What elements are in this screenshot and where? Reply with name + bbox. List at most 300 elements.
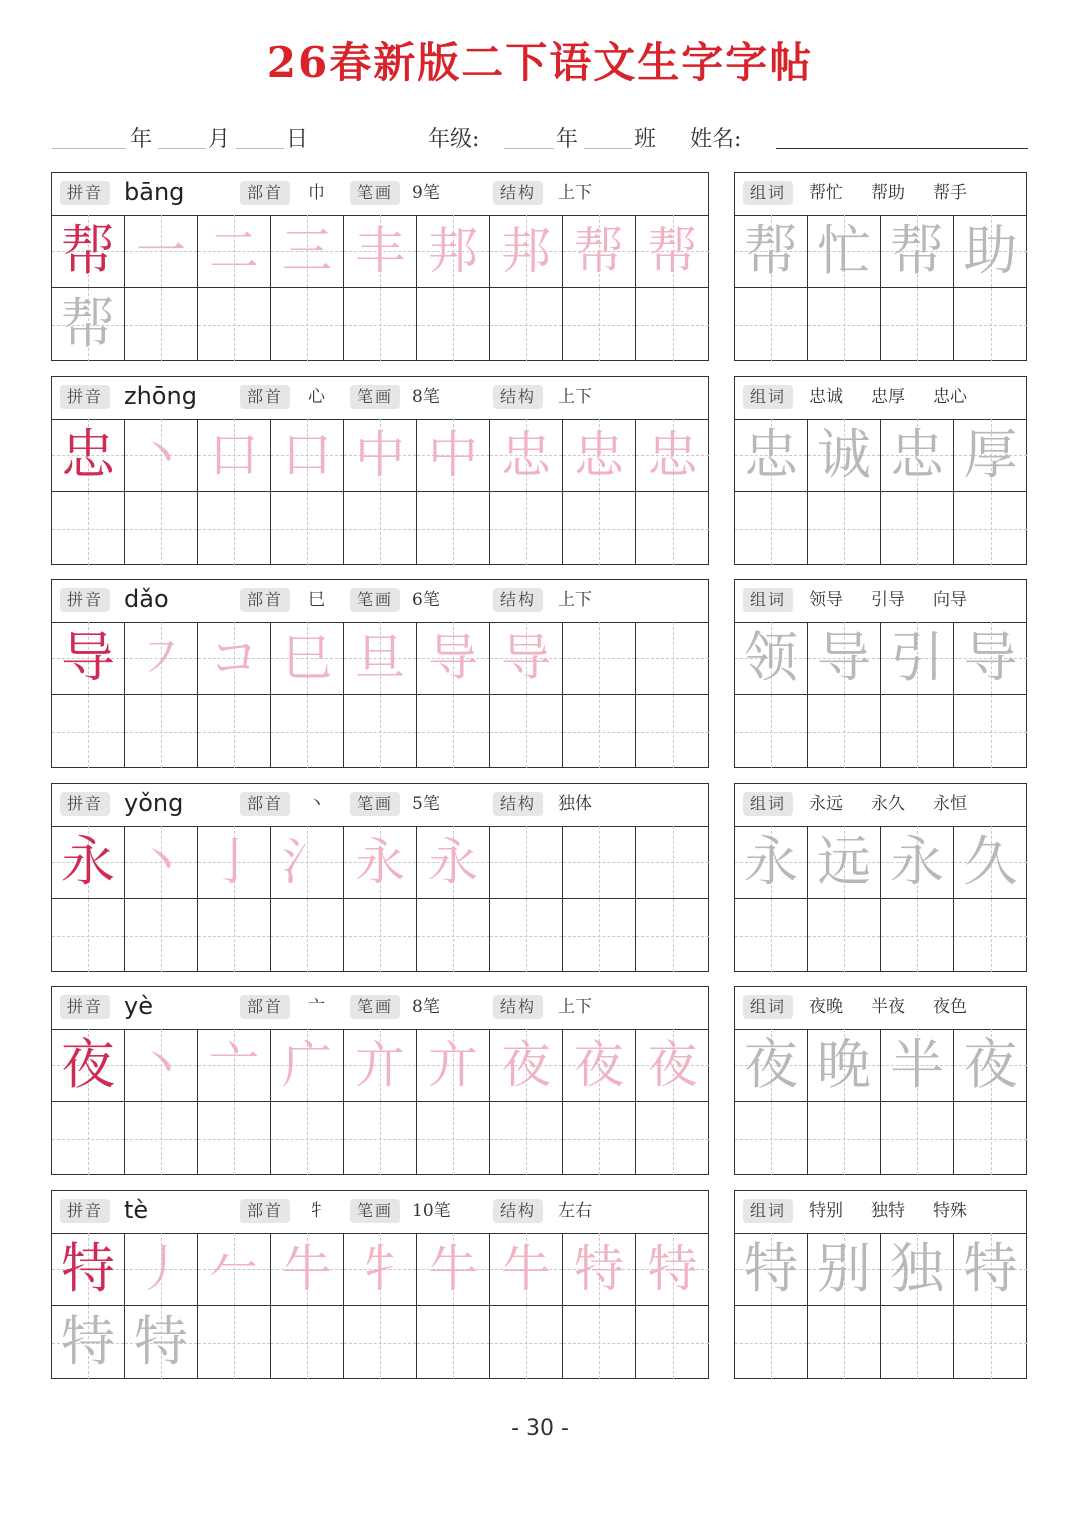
pinyin-tag: 拼音 xyxy=(60,588,110,612)
grade-year-label: 年 xyxy=(556,127,579,152)
word-trace-character: 帮 xyxy=(890,219,944,282)
word-trace-character: 忠 xyxy=(890,423,944,486)
word-text: 引导 xyxy=(871,590,905,610)
grid-cell[interactable] xyxy=(490,1306,563,1379)
model-character: 导 xyxy=(61,626,115,689)
pinyin-tag: 拼音 xyxy=(60,792,110,816)
stroke-order-step: 忠 xyxy=(647,426,698,484)
grid-cell[interactable] xyxy=(881,215,954,288)
grid-cell[interactable] xyxy=(881,695,954,768)
grid-cell[interactable] xyxy=(490,1029,563,1102)
radical-value: 亠 xyxy=(308,997,325,1017)
grid-cell[interactable] xyxy=(954,215,1027,288)
grid-cell[interactable] xyxy=(808,419,881,492)
grid-cell[interactable] xyxy=(954,288,1027,361)
writing-grid xyxy=(52,215,708,360)
grid-cell[interactable] xyxy=(954,1029,1027,1102)
grid-cell[interactable] xyxy=(125,1306,198,1379)
word-trace-character: 助 xyxy=(963,219,1018,282)
grid-cell[interactable] xyxy=(881,1233,954,1306)
grid-cell[interactable] xyxy=(198,695,271,768)
grid-cell[interactable] xyxy=(636,826,709,899)
grid-cell[interactable] xyxy=(808,492,881,565)
stroke-order-step: コ xyxy=(209,629,259,687)
words-header xyxy=(735,377,1026,420)
grid-cell[interactable] xyxy=(954,1233,1027,1306)
grid-cell[interactable] xyxy=(344,1102,417,1175)
grid-cell[interactable] xyxy=(735,1233,808,1306)
words-tag: 组词 xyxy=(743,995,793,1019)
word-trace-character: 特 xyxy=(963,1237,1018,1300)
char-panel-5 xyxy=(51,986,709,1175)
stroke-order-step: 夜 xyxy=(647,1036,698,1094)
word-trace-character: 导 xyxy=(817,626,871,689)
grid-cell[interactable] xyxy=(808,622,881,695)
structure-tag: 结构 xyxy=(493,995,543,1019)
word-text: 半夜 xyxy=(871,997,905,1017)
grid-cell[interactable] xyxy=(271,215,344,288)
word-trace-character: 永 xyxy=(744,830,798,893)
stroke-order-step: 丶 xyxy=(136,1036,186,1094)
char-panel-3 xyxy=(51,579,709,768)
grid-cell[interactable] xyxy=(52,215,125,288)
grid-cell[interactable] xyxy=(125,695,198,768)
grid-cell[interactable] xyxy=(198,899,271,972)
grid-cell[interactable] xyxy=(125,419,198,492)
grid-cell[interactable] xyxy=(563,1029,636,1102)
stroke-order-step: 三 xyxy=(282,222,332,280)
stroke-order-step: 中 xyxy=(428,426,478,484)
stroke-order-step: 巳 xyxy=(282,629,332,687)
trace-character: 帮 xyxy=(61,292,115,355)
pinyin-tag: 拼音 xyxy=(60,995,110,1019)
grid-cell[interactable] xyxy=(344,1029,417,1102)
writing-grid xyxy=(52,826,708,971)
grid-cell[interactable] xyxy=(735,288,808,361)
grid-cell[interactable] xyxy=(52,288,125,361)
grid-cell[interactable] xyxy=(344,492,417,565)
grid-cell[interactable] xyxy=(125,899,198,972)
grid-cell[interactable] xyxy=(808,215,881,288)
stroke-order-step: 𠂉 xyxy=(209,1240,259,1298)
word-text: 忠诚 xyxy=(809,387,843,407)
word-trace-character: 引 xyxy=(890,626,944,689)
grid-cell[interactable] xyxy=(735,1306,808,1379)
word-trace-character: 帮 xyxy=(744,219,798,282)
grid-cell[interactable] xyxy=(52,695,125,768)
stroke-order-step: 永 xyxy=(428,833,478,891)
grid-cell[interactable] xyxy=(881,1306,954,1379)
grid-cell[interactable] xyxy=(490,215,563,288)
grid-cell[interactable] xyxy=(636,1233,709,1306)
grid-cell[interactable] xyxy=(417,1233,490,1306)
grid-cell[interactable] xyxy=(198,1029,271,1102)
grid-cell[interactable] xyxy=(417,1102,490,1175)
pinyin-tag: 拼音 xyxy=(60,181,110,205)
pinyin-value: yǒng xyxy=(124,789,184,817)
grid-cell[interactable] xyxy=(490,826,563,899)
grid-cell[interactable] xyxy=(735,695,808,768)
grid-cell[interactable] xyxy=(808,695,881,768)
words-grid xyxy=(735,419,1026,564)
grid-cell[interactable] xyxy=(735,1102,808,1175)
grid-cell[interactable] xyxy=(198,622,271,695)
grid-cell[interactable] xyxy=(125,1233,198,1306)
radical-value: 巾 xyxy=(308,183,325,203)
grid-cell[interactable] xyxy=(636,1029,709,1102)
grid-cell[interactable] xyxy=(52,419,125,492)
grid-cell[interactable] xyxy=(735,899,808,972)
date-class-name-line xyxy=(0,118,1080,158)
grid-cell[interactable] xyxy=(490,899,563,972)
grid-cell[interactable] xyxy=(735,492,808,565)
grid-cell[interactable] xyxy=(735,622,808,695)
name-blank[interactable] xyxy=(776,148,1028,149)
grid-cell[interactable] xyxy=(125,215,198,288)
grid-cell[interactable] xyxy=(125,288,198,361)
grid-cell[interactable] xyxy=(125,826,198,899)
grid-cell[interactable] xyxy=(344,419,417,492)
grid-cell[interactable] xyxy=(563,215,636,288)
grid-cell[interactable] xyxy=(271,622,344,695)
grid-cell[interactable] xyxy=(417,215,490,288)
stroke-order-step: 亠 xyxy=(209,1036,259,1094)
grid-cell[interactable] xyxy=(344,826,417,899)
stroke-order-step: 旦 xyxy=(355,629,405,687)
grid-cell[interactable] xyxy=(636,419,709,492)
words-grid xyxy=(735,826,1026,971)
stroke-order-step: 牜 xyxy=(355,1240,405,1298)
grid-cell[interactable] xyxy=(271,492,344,565)
trace-character: 特 xyxy=(61,1310,115,1373)
grid-cell[interactable] xyxy=(881,826,954,899)
grid-cell[interactable] xyxy=(881,492,954,565)
grid-cell[interactable] xyxy=(344,215,417,288)
words-panel-6 xyxy=(734,1190,1027,1379)
grid-cell[interactable] xyxy=(417,419,490,492)
char-info-header xyxy=(52,987,708,1030)
grid-cell[interactable] xyxy=(52,492,125,565)
stroke-order-step: 导 xyxy=(501,629,551,687)
stroke-order-step: 丶 xyxy=(136,833,186,891)
strokes-value: 9笔 xyxy=(412,183,440,203)
radical-tag: 部首 xyxy=(240,385,290,409)
grid-cell[interactable] xyxy=(417,492,490,565)
strokes-value: 8笔 xyxy=(412,997,440,1017)
grid-cell[interactable] xyxy=(198,419,271,492)
grid-cell[interactable] xyxy=(490,492,563,565)
char-info-header xyxy=(52,784,708,827)
grid-cell[interactable] xyxy=(271,899,344,972)
word-text: 永恒 xyxy=(933,794,967,814)
page-number: - 30 - xyxy=(511,1416,569,1441)
grid-cell[interactable] xyxy=(344,1306,417,1379)
words-grid xyxy=(735,622,1026,767)
grid-cell[interactable] xyxy=(881,288,954,361)
grid-cell[interactable] xyxy=(636,1102,709,1175)
stroke-order-step: 丿 xyxy=(136,1240,186,1298)
grid-cell[interactable] xyxy=(490,1233,563,1306)
grid-cell[interactable] xyxy=(417,899,490,972)
grid-cell[interactable] xyxy=(808,1306,881,1379)
grid-cell[interactable] xyxy=(271,1102,344,1175)
word-text: 帮忙 xyxy=(809,183,843,203)
grid-cell[interactable] xyxy=(636,899,709,972)
grid-cell[interactable] xyxy=(563,1306,636,1379)
strokes-tag: 笔画 xyxy=(350,588,400,612)
grid-cell[interactable] xyxy=(271,288,344,361)
grid-cell[interactable] xyxy=(636,288,709,361)
strokes-tag: 笔画 xyxy=(350,1199,400,1223)
structure-value: 上下 xyxy=(558,590,592,610)
grid-cell[interactable] xyxy=(198,1233,271,1306)
grid-cell[interactable] xyxy=(344,695,417,768)
grid-cell[interactable] xyxy=(563,419,636,492)
stroke-order-step: 牛 xyxy=(282,1240,332,1298)
grid-cell[interactable] xyxy=(125,492,198,565)
month-blank[interactable] xyxy=(158,148,206,149)
strokes-value: 6笔 xyxy=(412,590,440,610)
grid-cell[interactable] xyxy=(490,695,563,768)
stroke-order-step: 广 xyxy=(282,1036,332,1094)
char-info-header xyxy=(52,173,708,216)
grid-cell[interactable] xyxy=(198,492,271,565)
stroke-order-step: 帮 xyxy=(647,222,698,280)
grid-cell[interactable] xyxy=(954,899,1027,972)
word-text: 夜色 xyxy=(933,997,967,1017)
word-text: 特别 xyxy=(809,1201,843,1221)
day-blank[interactable] xyxy=(236,148,284,149)
grid-cell[interactable] xyxy=(52,1029,125,1102)
grid-cell[interactable] xyxy=(954,492,1027,565)
stroke-order-step: 特 xyxy=(574,1240,624,1298)
radical-value: 丶 xyxy=(308,794,325,814)
grid-cell[interactable] xyxy=(417,1029,490,1102)
grid-cell[interactable] xyxy=(563,492,636,565)
grid-cell[interactable] xyxy=(344,1233,417,1306)
grid-cell[interactable] xyxy=(125,622,198,695)
grid-cell[interactable] xyxy=(563,899,636,972)
structure-tag: 结构 xyxy=(493,588,543,612)
grid-cell[interactable] xyxy=(490,1102,563,1175)
char-info-header xyxy=(52,580,708,623)
words-tag: 组词 xyxy=(743,1199,793,1223)
grid-cell[interactable] xyxy=(344,288,417,361)
stroke-order-step: 中 xyxy=(355,426,405,484)
name-label: 姓名: xyxy=(690,127,742,152)
grid-cell[interactable] xyxy=(881,1029,954,1102)
words-grid xyxy=(735,1233,1026,1378)
stroke-order-step: 帮 xyxy=(574,222,624,280)
grid-cell[interactable] xyxy=(271,1029,344,1102)
stroke-order-step: 忠 xyxy=(574,426,624,484)
grid-cell[interactable] xyxy=(125,1102,198,1175)
word-text: 帮手 xyxy=(933,183,967,203)
word-text: 独特 xyxy=(871,1201,905,1221)
grid-cell[interactable] xyxy=(417,695,490,768)
grid-cell[interactable] xyxy=(636,492,709,565)
pinyin-value: zhōng xyxy=(124,382,197,410)
stroke-order-step: 夜 xyxy=(574,1036,624,1094)
grid-cell[interactable] xyxy=(563,826,636,899)
grid-cell[interactable] xyxy=(344,622,417,695)
grid-cell[interactable] xyxy=(417,622,490,695)
stroke-order-step: 亣 xyxy=(355,1036,405,1094)
strokes-tag: 笔画 xyxy=(350,385,400,409)
pinyin-value: yè xyxy=(124,992,153,1020)
grid-cell[interactable] xyxy=(881,1102,954,1175)
words-header xyxy=(735,173,1026,216)
structure-tag: 结构 xyxy=(493,181,543,205)
grid-cell[interactable] xyxy=(52,1306,125,1379)
radical-tag: 部首 xyxy=(240,1199,290,1223)
grid-cell[interactable] xyxy=(563,1102,636,1175)
stroke-order-step: 亣 xyxy=(428,1036,478,1094)
strokes-tag: 笔画 xyxy=(350,792,400,816)
grid-cell[interactable] xyxy=(808,826,881,899)
grid-cell[interactable] xyxy=(563,288,636,361)
structure-value: 独体 xyxy=(558,794,592,814)
grid-cell[interactable] xyxy=(344,899,417,972)
grid-cell[interactable] xyxy=(808,1029,881,1102)
pinyin-tag: 拼音 xyxy=(60,1199,110,1223)
writing-grid xyxy=(52,1029,708,1174)
grid-cell[interactable] xyxy=(636,215,709,288)
grid-cell[interactable] xyxy=(735,419,808,492)
class-label: 班 xyxy=(634,127,657,152)
grid-cell[interactable] xyxy=(563,1233,636,1306)
grid-cell[interactable] xyxy=(881,899,954,972)
word-text: 帮助 xyxy=(871,183,905,203)
grid-cell[interactable] xyxy=(271,1306,344,1379)
words-panel-1 xyxy=(734,172,1027,361)
grid-cell[interactable] xyxy=(954,622,1027,695)
grid-cell[interactable] xyxy=(271,695,344,768)
grid-cell[interactable] xyxy=(881,622,954,695)
words-panel-3 xyxy=(734,579,1027,768)
grid-cell[interactable] xyxy=(808,1233,881,1306)
grid-cell[interactable] xyxy=(636,1306,709,1379)
grid-cell[interactable] xyxy=(417,288,490,361)
radical-value: 巳 xyxy=(308,590,325,610)
page-title: 26春新版二下语文生字字帖 xyxy=(266,38,814,87)
grid-cell[interactable] xyxy=(563,622,636,695)
words-tag: 组词 xyxy=(743,588,793,612)
grid-cell[interactable] xyxy=(636,695,709,768)
grid-cell[interactable] xyxy=(198,826,271,899)
grid-cell[interactable] xyxy=(198,215,271,288)
stroke-order-step: 丶 xyxy=(136,426,186,484)
words-panel-5 xyxy=(734,986,1027,1175)
grid-cell[interactable] xyxy=(125,1029,198,1102)
writing-grid xyxy=(52,622,708,767)
char-info-header xyxy=(52,377,708,420)
grid-cell[interactable] xyxy=(563,695,636,768)
year-blank[interactable] xyxy=(52,148,126,149)
strokes-value: 10笔 xyxy=(412,1201,451,1221)
grid-cell[interactable] xyxy=(954,1102,1027,1175)
writing-grid xyxy=(52,1233,708,1378)
class-blank[interactable] xyxy=(584,148,632,149)
word-trace-character: 永 xyxy=(890,830,944,893)
grid-cell[interactable] xyxy=(52,1233,125,1306)
stroke-order-step: 邦 xyxy=(501,222,551,280)
grid-cell[interactable] xyxy=(198,1306,271,1379)
grid-cell[interactable] xyxy=(490,419,563,492)
word-trace-character: 厚 xyxy=(963,423,1018,486)
grid-cell[interactable] xyxy=(271,1233,344,1306)
grid-cell[interactable] xyxy=(52,826,125,899)
grid-cell[interactable] xyxy=(808,899,881,972)
strokes-value: 5笔 xyxy=(412,794,440,814)
grid-cell[interactable] xyxy=(198,288,271,361)
pinyin-value: dǎo xyxy=(124,585,169,613)
grid-cell[interactable] xyxy=(490,288,563,361)
grid-cell[interactable] xyxy=(636,622,709,695)
word-trace-character: 诚 xyxy=(817,423,871,486)
grid-cell[interactable] xyxy=(417,826,490,899)
grid-cell[interactable] xyxy=(271,419,344,492)
grade-blank[interactable] xyxy=(504,148,554,149)
model-character: 夜 xyxy=(61,1033,115,1096)
word-trace-character: 忠 xyxy=(744,423,798,486)
grid-cell[interactable] xyxy=(881,419,954,492)
model-character: 永 xyxy=(61,830,115,893)
words-panel-2 xyxy=(734,376,1027,565)
word-text: 永远 xyxy=(809,794,843,814)
word-text: 夜晚 xyxy=(809,997,843,1017)
words-grid xyxy=(735,1029,1026,1174)
words-tag: 组词 xyxy=(743,181,793,205)
stroke-order-step: 氵 xyxy=(282,833,332,891)
grade-label: 年级: xyxy=(428,127,480,152)
grid-cell[interactable] xyxy=(954,826,1027,899)
strokes-tag: 笔画 xyxy=(350,181,400,205)
grid-cell[interactable] xyxy=(735,826,808,899)
grid-cell[interactable] xyxy=(52,622,125,695)
structure-tag: 结构 xyxy=(493,792,543,816)
grid-cell[interactable] xyxy=(954,1306,1027,1379)
word-trace-character: 忙 xyxy=(817,219,871,282)
words-tag: 组词 xyxy=(743,385,793,409)
char-info-header xyxy=(52,1191,708,1234)
grid-cell[interactable] xyxy=(52,899,125,972)
grid-cell[interactable] xyxy=(808,288,881,361)
word-trace-character: 夜 xyxy=(963,1033,1018,1096)
grid-cell[interactable] xyxy=(271,826,344,899)
grid-cell[interactable] xyxy=(954,419,1027,492)
writing-grid xyxy=(52,419,708,564)
char-panel-1 xyxy=(51,172,709,361)
radical-tag: 部首 xyxy=(240,181,290,205)
grid-cell[interactable] xyxy=(954,695,1027,768)
grid-cell[interactable] xyxy=(198,1102,271,1175)
grid-cell[interactable] xyxy=(490,622,563,695)
words-header xyxy=(735,784,1026,827)
grid-cell[interactable] xyxy=(52,1102,125,1175)
grid-cell[interactable] xyxy=(417,1306,490,1379)
stroke-order-step: 忠 xyxy=(501,426,551,484)
grid-cell[interactable] xyxy=(735,1029,808,1102)
pinyin-value: tè xyxy=(124,1196,149,1224)
pinyin-tag: 拼音 xyxy=(60,385,110,409)
day-label: 日 xyxy=(286,127,309,152)
pinyin-value: bāng xyxy=(124,178,185,206)
grid-cell[interactable] xyxy=(735,215,808,288)
word-trace-character: 特 xyxy=(744,1237,798,1300)
structure-tag: 结构 xyxy=(493,1199,543,1223)
grid-cell[interactable] xyxy=(808,1102,881,1175)
